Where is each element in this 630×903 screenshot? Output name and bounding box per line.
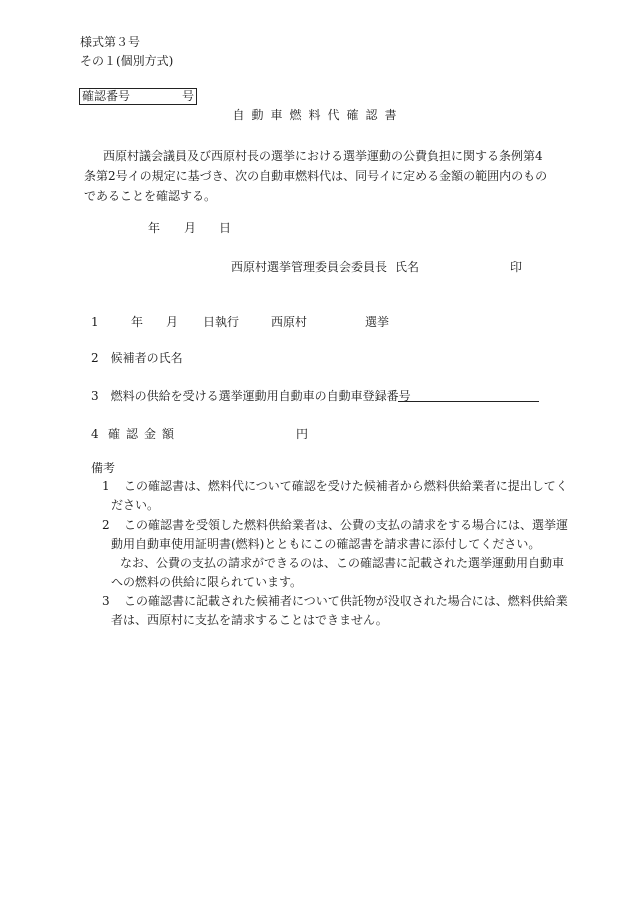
item-4-yen: 円 xyxy=(296,427,309,441)
item-1-number: 1 xyxy=(91,315,99,329)
chair-name-label: 氏名 xyxy=(395,260,420,274)
remarks-heading: 備考 xyxy=(91,461,116,475)
item-1-year: 年 xyxy=(131,315,144,329)
item-1-election: 選挙 xyxy=(365,315,390,329)
item-4-number: 4 xyxy=(91,427,99,441)
remark-3-line-2: 者は、西原村に支払を請求することはできません。 xyxy=(111,613,388,627)
form-subtitle: その１(個別方式) xyxy=(80,54,174,68)
remark-1-line-1: この確認書は、燃料代について確認を受けた候補者から燃料供給業者に提出してく xyxy=(124,479,568,493)
item-3-registration-number: 3 燃料の供給を受ける選挙運動用自動車の自動車登録番号 xyxy=(91,389,411,403)
date-year: 年 xyxy=(148,221,161,235)
item-1-village: 西原村 xyxy=(271,315,308,329)
confirmation-number-label: 確認番号 xyxy=(82,89,131,103)
item-1-execution-day: 日執行 xyxy=(203,315,240,329)
item-2-candidate-name: 2 候補者の氏名 xyxy=(91,351,183,365)
item-1-month: 月 xyxy=(166,315,179,329)
form-number: 様式第３号 xyxy=(80,35,141,49)
confirmation-paragraph-text: 西原村議会議員及び西原村長の選挙における選挙運動の公費負担に関する条例第4条第2号イの規定に基づき、次の自動車燃料代は、同号イに定める金額の範囲内のものであることを確認する。 xyxy=(84,149,548,203)
remark-2-line-1: この確認書を受領した燃料供給業者は、公費の支払の請求をする場合には、選挙運 xyxy=(124,518,569,532)
confirmation-number-box xyxy=(79,88,197,105)
item-4-confirmed-amount: 確認金額 xyxy=(108,427,181,441)
remark-2-line-4: への燃料の供給に限られています。 xyxy=(111,575,303,589)
remark-2-line-2: 動用自動車使用証明書(燃料)とともにこの確認書を請求書に添付してください。 xyxy=(111,537,541,551)
remark-2-line-3: なお、公費の支払の請求ができるのは、この確認書に記載された選挙運動用自動車 xyxy=(120,556,565,570)
remark-3-number: 3 xyxy=(102,594,110,608)
date-month: 月 xyxy=(184,221,197,235)
remark-2-number: 2 xyxy=(102,518,110,532)
remark-3-line-1: この確認書に記載された候補者について供託物が没収された場合には、燃料供給業 xyxy=(124,594,568,608)
confirmation-paragraph xyxy=(84,146,554,206)
registration-number-line xyxy=(398,401,539,402)
remark-1-line-2: ださい。 xyxy=(111,498,160,512)
confirmation-number-suffix: 号 xyxy=(181,89,194,103)
date-day: 日 xyxy=(219,221,232,235)
remark-1-number: 1 xyxy=(102,479,110,493)
committee-chair-title: 西原村選挙管理委員会委員長 xyxy=(231,260,388,274)
document-title: 自動車燃料代確認書 xyxy=(232,108,404,122)
seal-mark: 印 xyxy=(510,260,523,274)
